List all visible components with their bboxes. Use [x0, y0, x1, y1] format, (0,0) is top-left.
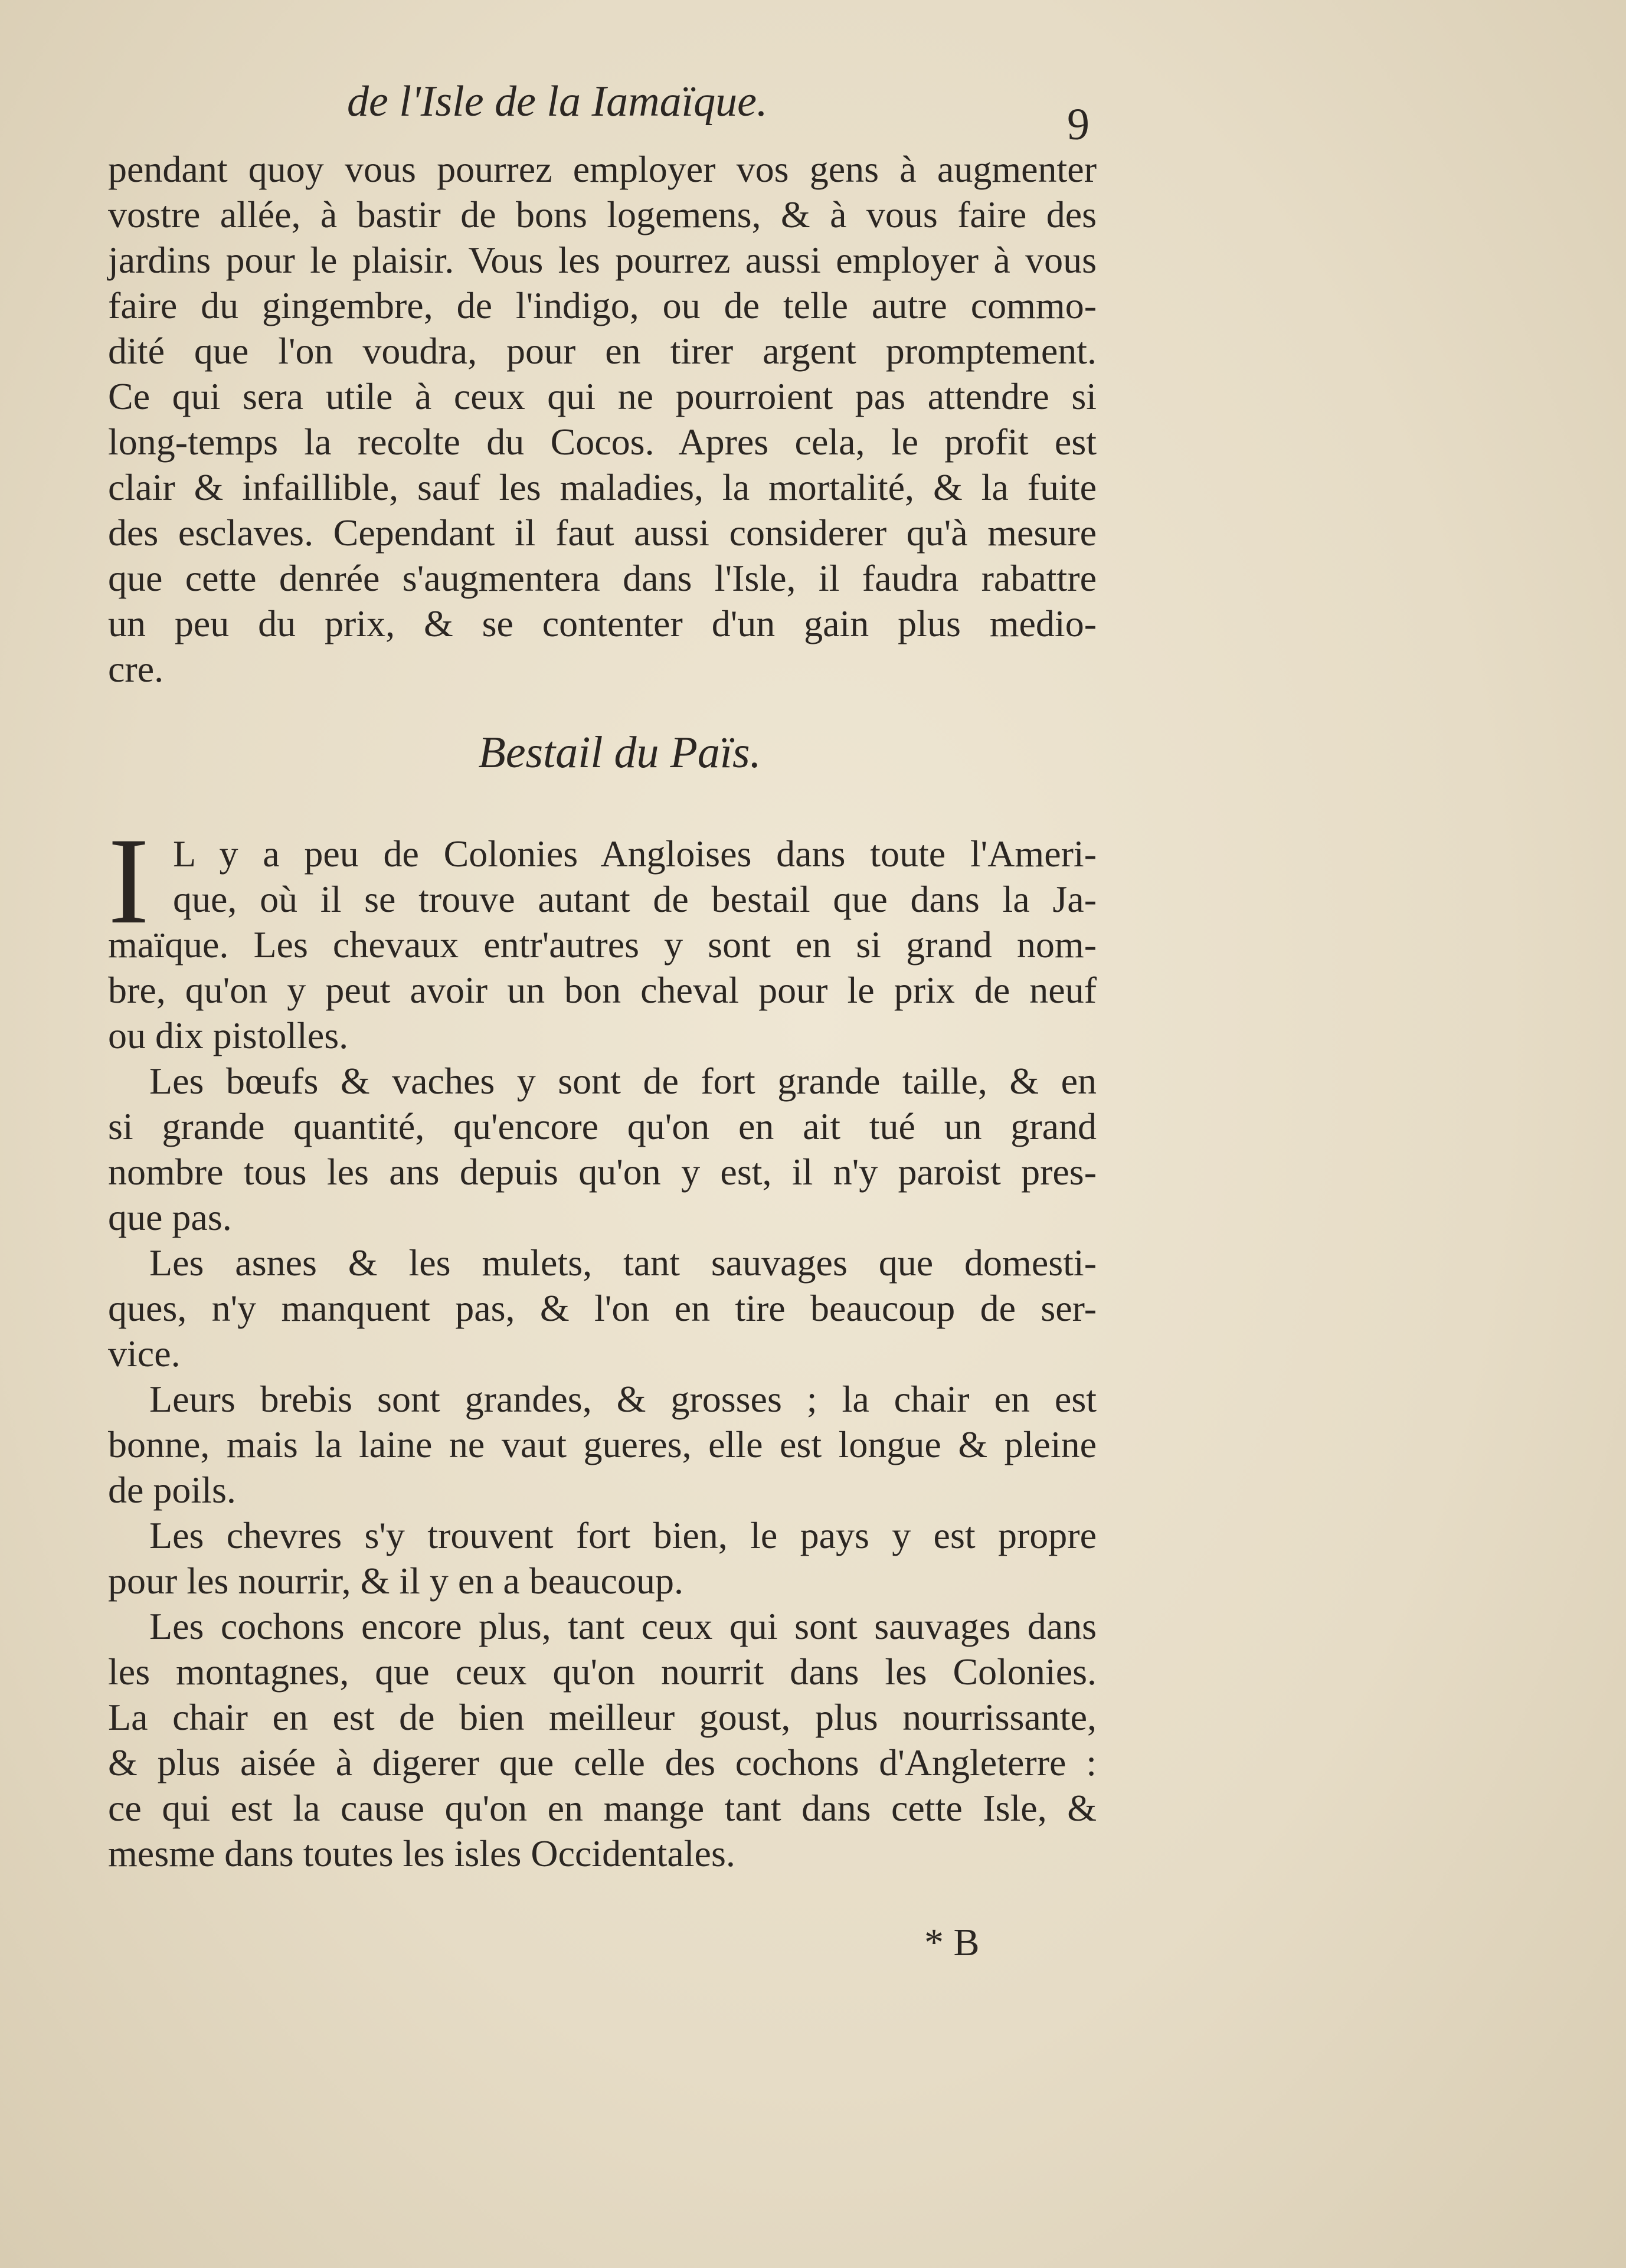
section-body: [108, 813, 1097, 1876]
text-line: ou dix pistolles.: [108, 1014, 349, 1056]
text-line: pendant quoy vous pourrez employer vos gens à augmenter: [108, 148, 1097, 190]
text-line: Les chevres s'y trouvent fort bien, le pays y est propre: [149, 1514, 1097, 1556]
section-heading: Bestail du Païs.: [478, 728, 761, 777]
running-title: de l'Isle de la Iamaïque.: [347, 77, 768, 126]
text-line: dité que l'on voudra, pour en tirer argent promptement.: [108, 330, 1097, 372]
text-line: Les cochons encore plus, tant ceux qui sont sauvages dans: [149, 1605, 1097, 1647]
text-line: mesme dans toutes les isles Occidentales.: [108, 1832, 735, 1874]
text-line: maïque. Les chevaux entr'autres y sont en si grand nom-: [108, 924, 1097, 966]
text-line: nombre tous les ans depuis qu'on y est, il n'y paroist pres-: [108, 1151, 1097, 1193]
text-line: un peu du prix, & se contenter d'un gain plus medio-: [108, 603, 1097, 644]
text-line: ce qui est la cause qu'on en mange tant dans cette Isle, &: [108, 1787, 1097, 1829]
continued-paragraph: [108, 146, 1097, 692]
text-line: faire du gingembre, de l'indigo, ou de telle autre commo-: [108, 284, 1097, 326]
page-number: 9: [1067, 100, 1090, 149]
text-line: L y a peu de Colonies Angloises dans toute l'Ameri-: [173, 833, 1097, 875]
text-line: cre.: [108, 648, 164, 690]
text-line: jardins pour le plaisir. Vous les pourrez aussi employer à vous: [108, 239, 1097, 281]
text-line: vostre allée, à bastir de bons logemens, & à vous faire des: [108, 194, 1097, 235]
text-line: bonne, mais la laine ne vaut gueres, elle est longue & pleine: [108, 1423, 1097, 1465]
text-line: Les asnes & les mulets, tant sauvages que domesti-: [149, 1242, 1097, 1284]
text-line: Leurs brebis sont grandes, & grosses ; la chair en est: [149, 1378, 1097, 1420]
text-line: les montagnes, que ceux qu'on nourrit dans les Colonies.: [108, 1651, 1097, 1693]
text-line: pour les nourrir, & il y en a beaucoup.: [108, 1560, 683, 1602]
text-line: La chair en est de bien meilleur goust, plus nourrissante,: [108, 1696, 1097, 1738]
text-line: bre, qu'on y peut avoir un bon cheval pour le prix de neuf: [108, 969, 1097, 1011]
text-line: si grande quantité, qu'encore qu'on en ait tué un grand: [108, 1105, 1097, 1147]
text-line: que, où il se trouve autant de bestail que dans la Ja-: [173, 878, 1097, 920]
text-line: ques, n'y manquent pas, & l'on en tire beaucoup de ser-: [108, 1287, 1097, 1329]
text-line: Les bœufs & vaches y sont de fort grande taille, & en: [149, 1060, 1097, 1102]
text-line: des esclaves. Cependant il faut aussi considerer qu'à mesure: [108, 512, 1097, 554]
text-line: Ce qui sera utile à ceux qui ne pourroient pas attendre si: [108, 375, 1097, 417]
text-line: vice.: [108, 1333, 181, 1374]
signature-mark: * B: [924, 1921, 980, 1964]
text-line: long-temps la recolte du Cocos. Apres cela, le profit est: [108, 421, 1097, 463]
text-line: de poils.: [108, 1469, 236, 1511]
text-line: que cette denrée s'augmentera dans l'Isle, il faudra rabattre: [108, 557, 1097, 599]
text-line: clair & infaillible, sauf les maladies, la mortalité, & la fuite: [108, 466, 1097, 508]
text-line: & plus aisée à digerer que celle des cochons d'Angleterre :: [108, 1742, 1097, 1783]
text-line: que pas.: [108, 1196, 232, 1238]
drop-cap: I: [108, 813, 149, 950]
